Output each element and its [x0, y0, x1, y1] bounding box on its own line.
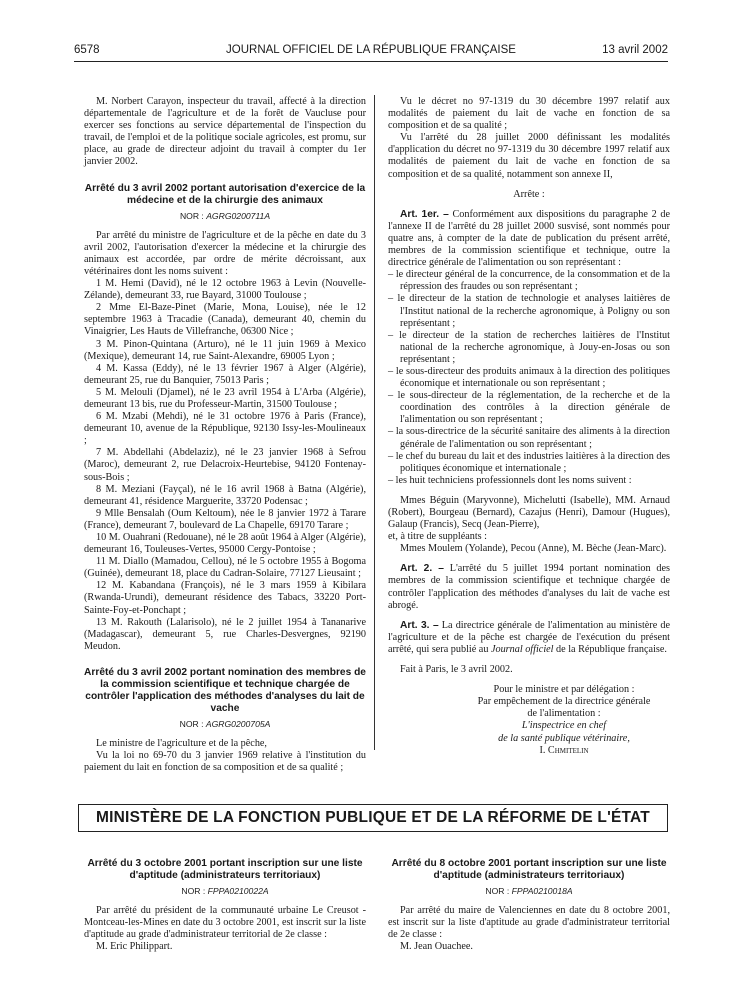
signature-block: Pour le ministre et par délégation : Par empêchement de la directrice générale de l'alimentation : L'inspectrice en chef de la santé publique vétérinaire, I. Chmitelin — [388, 684, 670, 757]
vu-decret: Vu le décret no 97-1319 du 30 décembre 1997 relatif aux modalités de paiement du lait de vache en fonction de sa composition et de sa qualité ; — [388, 96, 670, 132]
member-list — [388, 269, 670, 487]
veterinarian-list — [84, 278, 366, 653]
signatory-name: I. Chmitelin — [539, 744, 589, 756]
veterinarian-entry: 7 M. Abdellahi (Abdelaziz), né le 23 janvier 1968 à Sefrou (Maroc), demeurant 2, rue Delacroix-Heurtebise, 94120 Fontenay-sous-Bois ; — [84, 447, 366, 483]
veterinarian-entry: 6 M. Mzabi (Mehdi), né le 31 octobre 1976 à Paris (France), demeurant 10, avenue de la République, 92130 Issy-les-Moulineaux ; — [84, 411, 366, 447]
article-3: Art. 3. – La directrice générale de l'alimentation au ministère de l'agriculture et de la pêche est chargée de l'exécution du présent arrêté, qui sera publié au Journal officiel de la République française. — [388, 619, 670, 655]
vu-loi: Vu la loi no 69-70 du 3 janvier 1969 relative à l'institution du paiement du lait en fonction de sa composition et de sa qualité ; — [84, 750, 366, 774]
decree-body-creusot: Par arrêté du président de la communauté urbaine Le Creusot - Montceau-les-Mines en date du 3 octobre 2001, est inscrit sur la liste d'aptitude au grade d'administrateur territorial de 2e classe : — [84, 905, 366, 941]
member-entry: – le sous-directeur des produits animaux à la direction des politiques économique et internationale ou son représentant ; — [388, 365, 670, 390]
right-column — [388, 96, 670, 757]
article-1-text: Conformément aux dispositions du paragraphe 2 de l'annexe II de l'arrêté du 28 juillet 2000 susvisé, sont nommés pour quatre ans, à compter de la date de publication du présent arrêté, membres de la commission scientifique et technique, outre la directrice générale de l'alimentation ou son représentant : — [388, 208, 671, 269]
veterinarian-entry: 11 M. Diallo (Mamadou, Cellou), né le 5 octobre 1955 à Bogoma (Guinée), demeurant 18, place du Cadran-Solaire, 77127 Lieusaint ; — [84, 556, 366, 580]
veterinarian-entry: 3 M. Pinon-Quintana (Arturo), né le 11 juin 1969 à Mexico (Mexique), demeurant 14, rue Saint-Alexandre, 69005 Lyon ; — [84, 338, 366, 362]
decree-nor-creusot: NOR : FPPA0210022A — [181, 886, 269, 896]
suppleants: Mmes Moulem (Yolande), Pecou (Anne), M. Bèche (Jean-Marc). — [400, 543, 667, 555]
article-2 — [388, 563, 670, 611]
member-entry: – les huit techniciens professionnels dont les noms suivent : — [388, 474, 632, 486]
member-entry: – le directeur général de la concurrence, de la consommation et de la répression des fraudes ou son représentant ; — [388, 269, 670, 293]
issue-date: 13 avril 2002 — [602, 44, 668, 56]
ministry-title: MINISTÈRE DE LA FONCTION PUBLIQUE ET DE LA RÉFORME DE L'ÉTAT — [78, 804, 668, 832]
veterinarian-entry: 13 M. Rakouth (Lalarisolo), né le 2 juillet 1954 à Tananarive (Madagascar), demeurant 5, rue Charles-Desvergnes, 92190 Meudon. — [84, 616, 366, 652]
decree-nor-commission: NOR : AGRG0200705A — [179, 718, 271, 729]
journal-title: JOURNAL OFFICIEL DE LA RÉPUBLIQUE FRANÇAISE — [226, 44, 516, 56]
decree-body-exercice: Par arrêté du ministre de l'agriculture et de la pêche en date du 3 avril 2002, l'autorisation d'exercer la médecine et la chirurgie des animaux est accordée, par ordre de mérite décroissant, aux vétérinaires dont les noms suivent : — [84, 229, 366, 277]
member-entry: – le sous-directeur de la réglementation, de la recherche et de la coordination des contrôles à la direction générale de l'alimentation ou son représentant ; — [388, 390, 670, 426]
suppleants-intro: et, à titre de suppléants : — [388, 531, 488, 543]
decree-title-commission: Arrêté du 3 avril 2002 portant nomination des membres de la commission scientifique et technique chargée de contrôler l'application des méthodes d'analyses du lait de vache — [84, 666, 366, 714]
member-entry: – le directeur de la station de recherches laitières de l'Institut national de la recherche agronomique, à Jouy-en-Josas ou son représentant ; — [388, 329, 670, 365]
column-divider — [374, 95, 375, 750]
vu-arrete: Vu l'arrêté du 28 juillet 2000 définissant les modalités d'application du décret no 97-1319 du 30 décembre 1997 relatif aux modalités de paiement du lait de vache en fonction de sa composition et de sa qualité, notamment son annexe II, — [388, 132, 670, 180]
veterinarian-entry: 2 Mme El-Baze-Pinet (Marie, Mona, Louise), née le 12 septembre 1963 à Tracadie (Canada), demeurant 40, chemin du Vinaigrier, Les Hauts de Villefranche, 06300 Nice ; — [84, 302, 366, 338]
nominee-name: M. Eric Philippart. — [96, 941, 173, 953]
left-column — [84, 96, 366, 774]
bottom-left-decree — [84, 858, 366, 953]
minister-line: Le ministre de l'agriculture et de la pêche, — [96, 738, 267, 750]
arrete-heading: Arrête : — [513, 188, 545, 200]
veterinarian-entry: 5 M. Melouli (Djamel), né le 23 avril 1954 à L'Arba (Algérie), demeurant 13 bis, rue du Professeur-Martin, 31500 Toulouse ; — [84, 386, 366, 410]
veterinarian-entry: 8 M. Meziani (Fayçal), né le 16 avril 1968 à Batna (Algérie), demeurant 41, résidence Marguerite, 33720 Podensac ; — [84, 483, 366, 507]
intro-paragraph: M. Norbert Carayon, inspecteur du travail, affecté à la direction départementale de l'agriculture et de la forêt de Vaucluse pour exercer ses fonctions au service départemental de l'inspection du travail, de l'emploi et de la politique sociale agricoles, est promu, sur place, au grade de directeur adjoint du travail à compter du 1er janvier 2002. — [84, 96, 366, 168]
decree-nor-valenciennes: NOR : FPPA0210018A — [485, 886, 573, 896]
member-entry: – le chef du bureau du lait et des industries laitières à la direction des politiques économique et internationale ; — [388, 450, 670, 474]
nominee-name: M. Jean Ouachee. — [400, 941, 473, 953]
veterinarian-entry: 12 M. Kabandana (François), né le 3 mars 1959 à Kibilara (Rwanda-Urundi), demeurant résidence des Tabacs, 33220 Port-Sainte-Foy-et-Ponchapt ; — [84, 580, 366, 616]
page-header — [74, 44, 668, 62]
veterinarian-entry: 10 M. Ouahrani (Redouane), né le 28 août 1964 à Alger (Algérie), demeurant 16, Touleuses-Vertes, 95000 Cergy-Pontoise ; — [84, 532, 366, 556]
bottom-right-decree — [388, 858, 670, 953]
veterinarian-entry: 4 M. Kassa (Eddy), né le 13 février 1967 à Alger (Algérie), demeurant 25, rue du Banquier, 75013 Paris ; — [84, 362, 366, 386]
veterinarian-entry: 1 M. Hemi (David), né le 12 octobre 1963 à Levin (Nouvelle-Zélande), demeurant 33, rue Bayard, 31000 Toulouse ; — [84, 278, 366, 302]
member-entry: – la sous-directrice de la sécurité sanitaire des aliments à la direction générale de l'alimentation ou son représentant ; — [388, 426, 670, 450]
decree-body-valenciennes: Par arrêté du maire de Valenciennes en date du 8 octobre 2001, est inscrit sur la liste d'aptitude au grade d'administrateur territorial de 2e classe : — [388, 905, 670, 941]
article-1-label: Art. 1er. – — [400, 208, 449, 220]
page-number: 6578 — [74, 44, 100, 56]
article-2-label: Art. 2. – — [400, 563, 444, 575]
decree-title-exercice: Arrêté du 3 avril 2002 portant autorisation d'exercice de la médecine et de la chirurgie des animaux — [84, 182, 366, 206]
decree-nor-exercice: NOR : AGRG0200711A — [179, 210, 271, 221]
article-2-text: L'arrêté du 5 juillet 1994 portant nomination des membres de la commission scientifique et technique chargée de contrôler l'application des méthodes d'analyses du lait de vache est abrogé. — [388, 563, 670, 611]
decree-title-valenciennes: Arrêté du 8 octobre 2001 portant inscription sur une liste d'aptitude (administrateurs territoriaux) — [391, 858, 667, 881]
article-3-label: Art. 3. – — [400, 619, 439, 631]
decree-title-creusot: Arrêté du 3 octobre 2001 portant inscription sur une liste d'aptitude (administrateurs territoriaux) — [87, 858, 363, 881]
veterinarian-entry: 9 Mlle Bensalah (Oum Keltoum), née le 8 janvier 1972 à Tarare (France), demeurant 7, boulevard de La Chapelle, 69170 Tarare ; — [84, 507, 366, 531]
member-entry: – le directeur de la station de technologie et analyses laitières de l'Institut national de la recherche agronomique, à Poligny ou son représentant ; — [388, 293, 670, 329]
header-rule — [74, 61, 668, 62]
fait-a-paris: Fait à Paris, le 3 avril 2002. — [400, 664, 513, 676]
technicians: Mmes Béguin (Maryvonne), Michelutti (Isabelle), MM. Arnaud (Robert), Bourgeau (Bernard), Cazajus (Henri), Damour (Hugues), Galaup (Francis), Secq (Jean-Pierre), — [388, 494, 670, 531]
article-1 — [388, 209, 670, 269]
